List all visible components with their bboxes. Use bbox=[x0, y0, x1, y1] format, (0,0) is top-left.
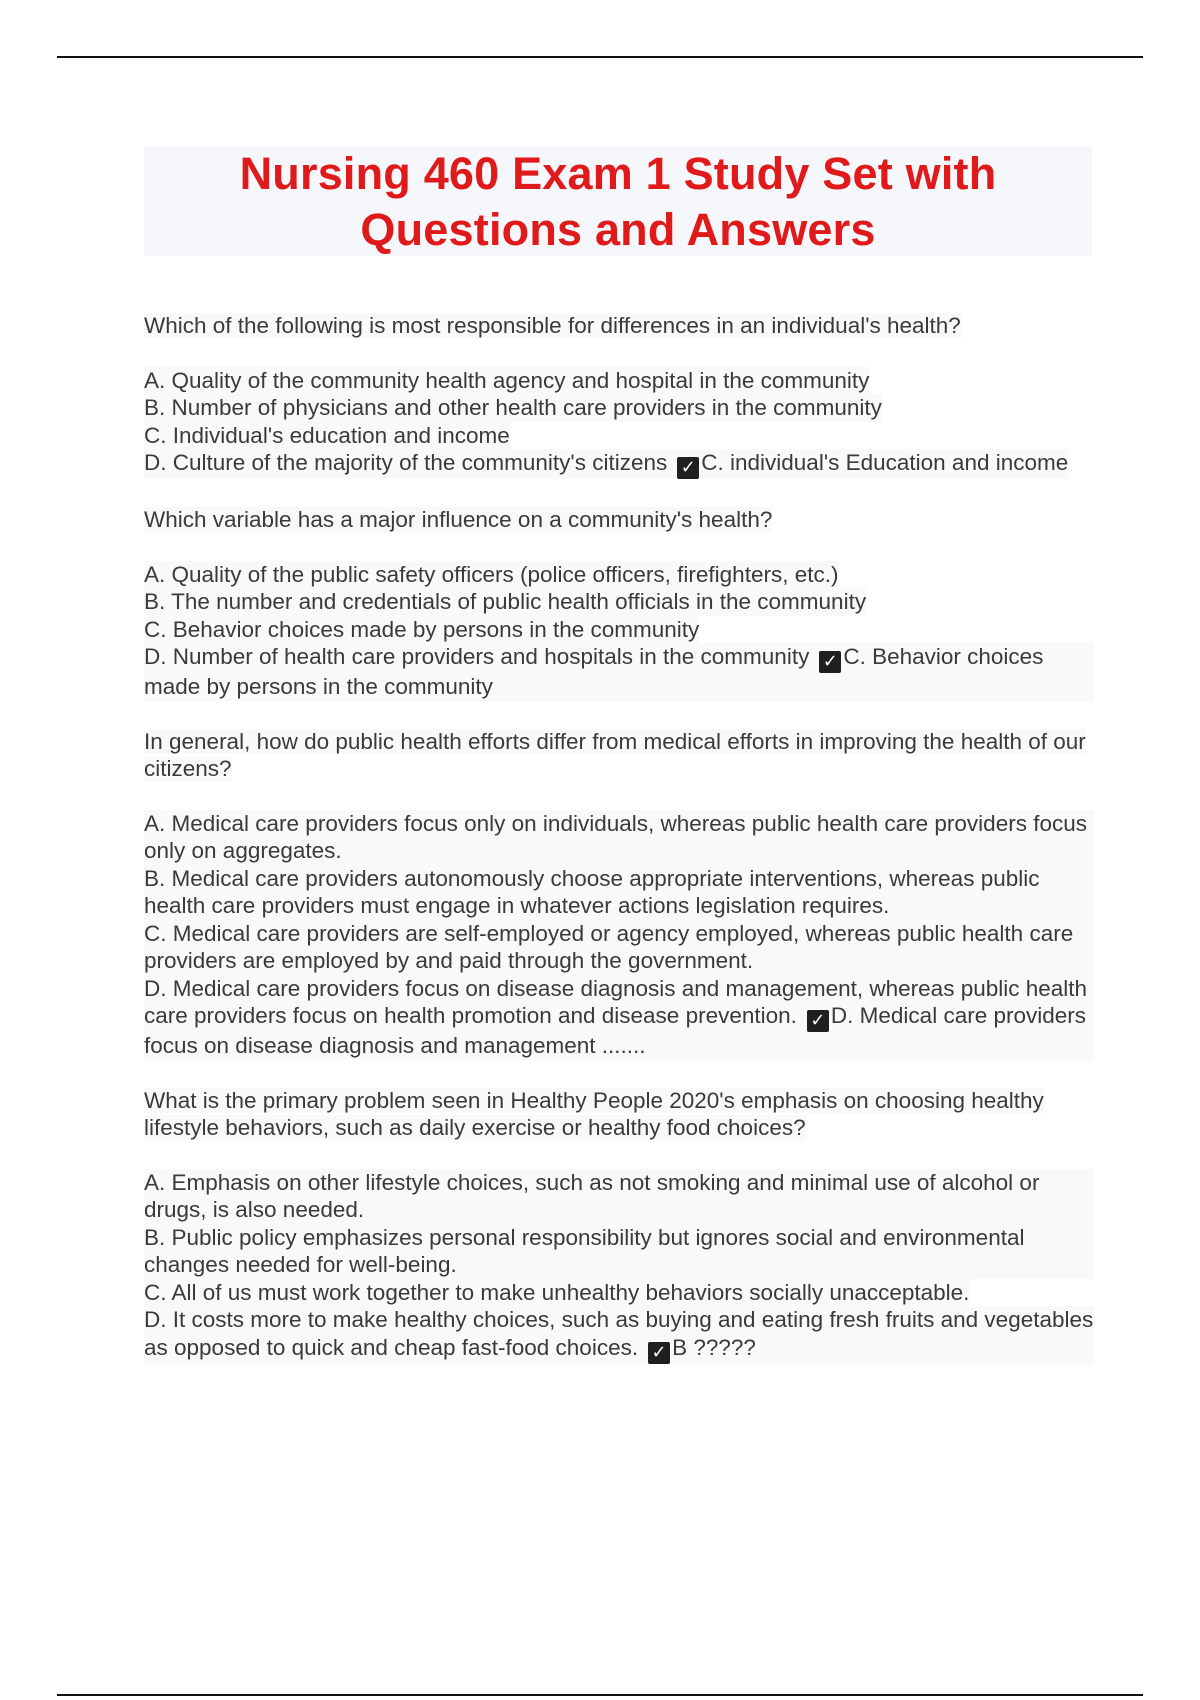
option-c: C. All of us must work together to make unhealthy behaviors socially unacceptable. bbox=[144, 1279, 970, 1305]
check-icon: ✓ bbox=[819, 651, 841, 673]
question-prompt: In general, how do public health efforts differ from medical efforts in improving the health of our citizens? bbox=[144, 728, 1086, 781]
option-a: A. Emphasis on other lifestyle choices, such as not smoking and minimal use of alcohol or drugs, is also needed. bbox=[144, 1169, 1094, 1224]
page-title: Nursing 460 Exam 1 Study Set with Questions and Answers bbox=[239, 148, 997, 255]
option-b: B. Number of physicians and other health care providers in the community bbox=[144, 395, 882, 420]
option-d: D. Number of health care providers and hospitals in the community bbox=[144, 644, 810, 669]
question-prompt: What is the primary problem seen in Healthy People 2020's emphasis on choosing healthy lifestyle behaviors, such as daily exercise or healthy food choices? bbox=[144, 1087, 1044, 1140]
option-d: D. Medical care providers focus on disease diagnosis and management, whereas public health care providers focus on health promotion and disease prevention. bbox=[144, 975, 1088, 1028]
option-c: C. Behavior choices made by persons in the community bbox=[144, 616, 700, 642]
question-prompt: Which of the following is most responsible for differences in an individual's health? bbox=[144, 313, 961, 338]
question-3 bbox=[144, 728, 1094, 1060]
option-a: A. Medical care providers focus only on individuals, whereas public health care providers focus only on aggregates. bbox=[144, 810, 1094, 865]
option-d-with-answer bbox=[144, 449, 1068, 479]
options-list bbox=[144, 810, 1094, 1060]
option-b: B. The number and credentials of public health officials in the community bbox=[144, 589, 867, 614]
option-c: C. Medical care providers are self-employed or agency employed, whereas public health care providers are employed by and paid through the government. bbox=[144, 920, 1094, 975]
option-d-with-answer bbox=[144, 1306, 1094, 1364]
option-d: D. Culture of the majority of the community's citizens bbox=[144, 450, 668, 475]
option-d-with-answer bbox=[144, 643, 1094, 701]
option-d-with-answer bbox=[144, 975, 1094, 1060]
question-list bbox=[144, 312, 1094, 1391]
question-prompt: Which variable has a major influence on a community's health? bbox=[144, 507, 773, 532]
answer-text: C. Behavior choices made by persons in the community bbox=[144, 644, 1044, 699]
question-4 bbox=[144, 1087, 1094, 1364]
option-c: C. Individual's education and income bbox=[144, 422, 510, 448]
option-b: B. Public policy emphasizes personal responsibility but ignores social and environmental changes needed for well-being. bbox=[144, 1224, 1094, 1279]
title-banner bbox=[144, 146, 1092, 256]
options-list bbox=[144, 367, 1094, 480]
answer-text: D. Medical care providers focus on disease diagnosis and management ....... bbox=[144, 1003, 1086, 1058]
option-a: A. Quality of the community health agency and hospital in the community bbox=[144, 367, 870, 393]
options-list bbox=[144, 561, 1094, 701]
options-list bbox=[144, 1169, 1094, 1364]
check-icon: ✓ bbox=[807, 1010, 829, 1032]
answer-text: B ????? bbox=[672, 1334, 756, 1360]
check-icon: ✓ bbox=[677, 457, 699, 479]
option-a: A. Quality of the public safety officers (police officers, firefighters, etc.) bbox=[144, 561, 839, 587]
page-top-rule bbox=[57, 56, 1143, 58]
question-2 bbox=[144, 506, 1094, 701]
question-1 bbox=[144, 312, 1094, 479]
option-d: D. It costs more to make healthy choices, such as buying and eating fresh fruits and vegetables as opposed to quick and cheap fast-food choices. bbox=[144, 1307, 1094, 1360]
check-icon: ✓ bbox=[648, 1342, 670, 1364]
answer-text: C. individual's Education and income bbox=[701, 450, 1069, 475]
page-bottom-rule bbox=[57, 1694, 1143, 1696]
option-b: B. Medical care providers autonomously choose appropriate interventions, whereas public health care providers must engage in whatever actions legislation requires. bbox=[144, 865, 1094, 920]
